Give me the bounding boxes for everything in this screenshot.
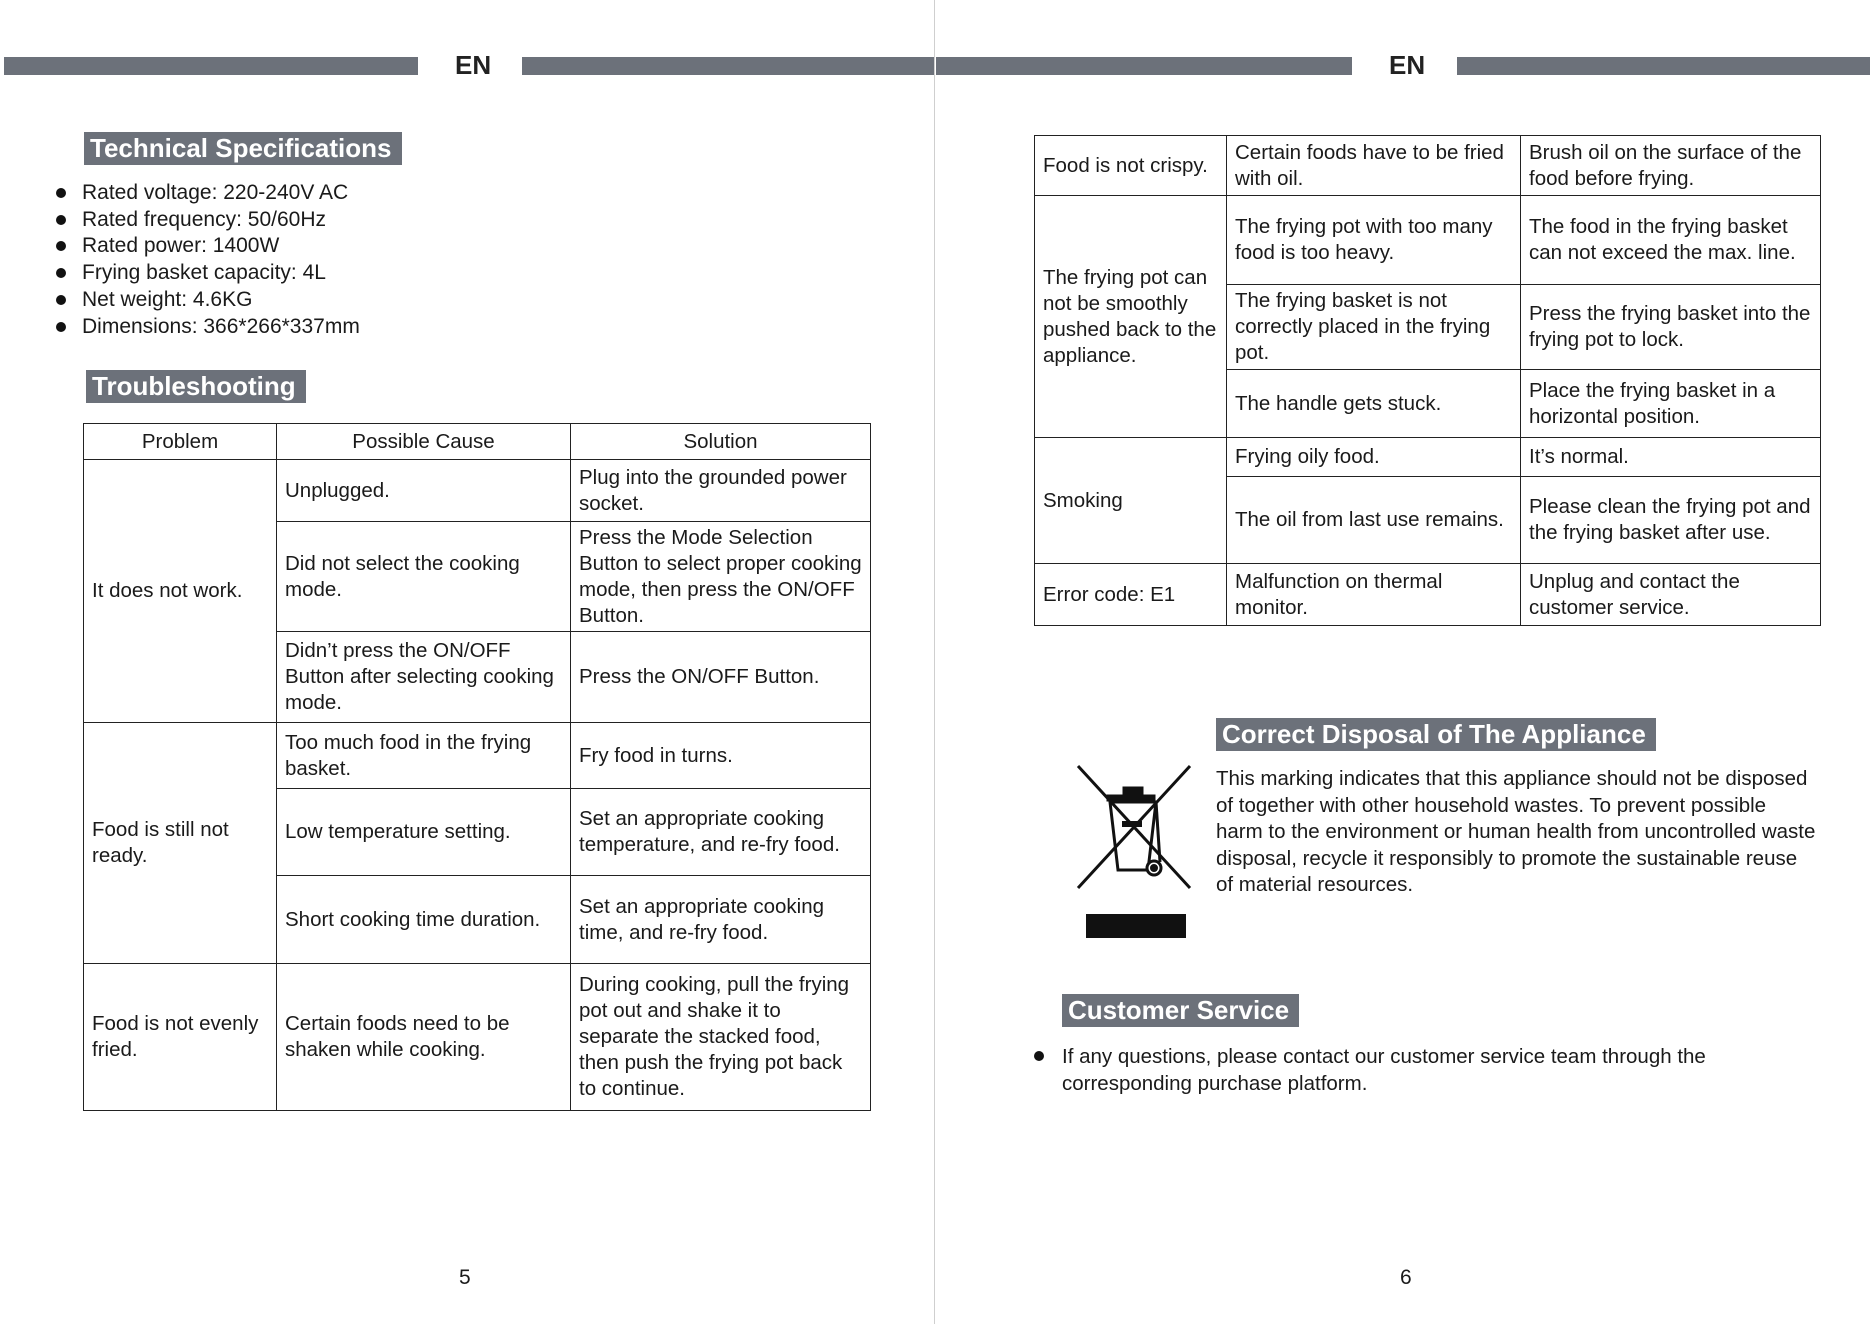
page-number: 5 xyxy=(459,1266,471,1289)
cause-cell: The frying pot with too many food is too heavy. xyxy=(1227,196,1521,285)
column-header: Solution xyxy=(571,424,871,460)
table-row xyxy=(84,460,871,522)
header-language: EN xyxy=(1389,50,1426,80)
cause-cell: The handle gets stuck. xyxy=(1227,370,1521,438)
table-row xyxy=(84,723,871,789)
page-number: 6 xyxy=(1400,1266,1412,1289)
troubleshooting-table-continued xyxy=(1034,135,1821,626)
problem-cell: Food is still not ready. xyxy=(84,723,277,964)
header-bar-right xyxy=(522,57,934,75)
spec-item: Dimensions: 366*266*337mm xyxy=(56,314,360,341)
solution-cell: It’s normal. xyxy=(1521,438,1821,477)
cause-cell: Frying oily food. xyxy=(1227,438,1521,477)
problem-cell: The frying pot can not be smoothly pushed back to the appliance. xyxy=(1035,196,1227,438)
tech-specs-title: Technical Specifications xyxy=(84,132,402,165)
problem-cell: Food is not crispy. xyxy=(1035,136,1227,196)
spec-item: Rated power: 1400W xyxy=(56,233,360,260)
problem-cell: Smoking xyxy=(1035,438,1227,564)
spec-item: Frying basket capacity: 4L xyxy=(56,260,360,287)
cause-cell: Certain foods need to be shaken while cooking. xyxy=(277,964,571,1111)
cause-cell: Low temperature setting. xyxy=(277,789,571,876)
solution-cell: The food in the frying basket can not exceed the max. line. xyxy=(1521,196,1821,285)
disposal-title: Correct Disposal of The Appliance xyxy=(1216,718,1656,751)
table-row xyxy=(1035,136,1821,196)
solution-cell: Please clean the frying pot and the frying basket after use. xyxy=(1521,477,1821,564)
table-row xyxy=(1035,438,1821,477)
cause-cell: Unplugged. xyxy=(277,460,571,522)
customer-service-list xyxy=(1034,1043,1814,1097)
disposal-text: This marking indicates that this appliance should not be disposed of together with other household wastes. To prevent possible harm to the environment or human health from uncontrolled waste disposal, recycle it responsibly to promote the sustainable reuse of material resources. xyxy=(1216,767,1816,896)
crossed-out-wheelie-bin-icon xyxy=(1072,762,1196,940)
problem-cell: It does not work. xyxy=(84,460,277,723)
solution-cell: Set an appropriate cooking temperature, and re-fry food. xyxy=(571,789,871,876)
cause-cell: Too much food in the frying basket. xyxy=(277,723,571,789)
problem-cell: Error code: E1 xyxy=(1035,564,1227,626)
solution-cell: Fry food in turns. xyxy=(571,723,871,789)
troubleshooting-title: Troubleshooting xyxy=(86,370,306,403)
solution-cell: Press the ON/OFF Button. xyxy=(571,632,871,723)
header-bar-left xyxy=(936,57,1352,75)
cause-cell: The oil from last use remains. xyxy=(1227,477,1521,564)
spec-item: Rated frequency: 50/60Hz xyxy=(56,207,360,234)
problem-cell: Food is not evenly fried. xyxy=(84,964,277,1111)
page-left xyxy=(0,0,935,1324)
solution-cell: Unplug and contact the customer service. xyxy=(1521,564,1821,626)
spec-item: Net weight: 4.6KG xyxy=(56,287,360,314)
solution-cell: Press the frying basket into the frying pot to lock. xyxy=(1521,285,1821,370)
table-header-row xyxy=(84,424,871,460)
cause-cell: Short cooking time duration. xyxy=(277,876,571,964)
solution-cell: Plug into the grounded power socket. xyxy=(571,460,871,522)
table-row xyxy=(84,964,871,1111)
cause-cell: The frying basket is not correctly placed in the frying pot. xyxy=(1227,285,1521,370)
spec-item: Rated voltage: 220-240V AC xyxy=(56,180,360,207)
solution-cell: Brush oil on the surface of the food before frying. xyxy=(1521,136,1821,196)
solution-cell: Place the frying basket in a horizontal position. xyxy=(1521,370,1821,438)
cause-cell: Malfunction on thermal monitor. xyxy=(1227,564,1521,626)
header-bar-left xyxy=(4,57,418,75)
table-row xyxy=(1035,196,1821,285)
customer-service-title: Customer Service xyxy=(1062,994,1299,1027)
customer-service-item: If any questions, please contact our customer service team through the corresponding purchase platform. xyxy=(1034,1043,1814,1097)
solution-cell: Press the Mode Selection Button to select proper cooking mode, then press the ON/OFF Button. xyxy=(571,522,871,632)
header-language: EN xyxy=(455,50,492,80)
solution-cell: During cooking, pull the frying pot out and shake it to separate the stacked food, then push the frying pot back to continue. xyxy=(571,964,871,1111)
cause-cell: Did not select the cooking mode. xyxy=(277,522,571,632)
column-header: Problem xyxy=(84,424,277,460)
tech-specs-list xyxy=(56,180,360,340)
column-header: Possible Cause xyxy=(277,424,571,460)
table-row xyxy=(1035,564,1821,626)
cause-cell: Certain foods have to be fried with oil. xyxy=(1227,136,1521,196)
cause-cell: Didn’t press the ON/OFF Button after selecting cooking mode. xyxy=(277,632,571,723)
troubleshooting-table xyxy=(83,423,871,1111)
solution-cell: Set an appropriate cooking time, and re-fry food. xyxy=(571,876,871,964)
header-bar-right xyxy=(1457,57,1870,75)
